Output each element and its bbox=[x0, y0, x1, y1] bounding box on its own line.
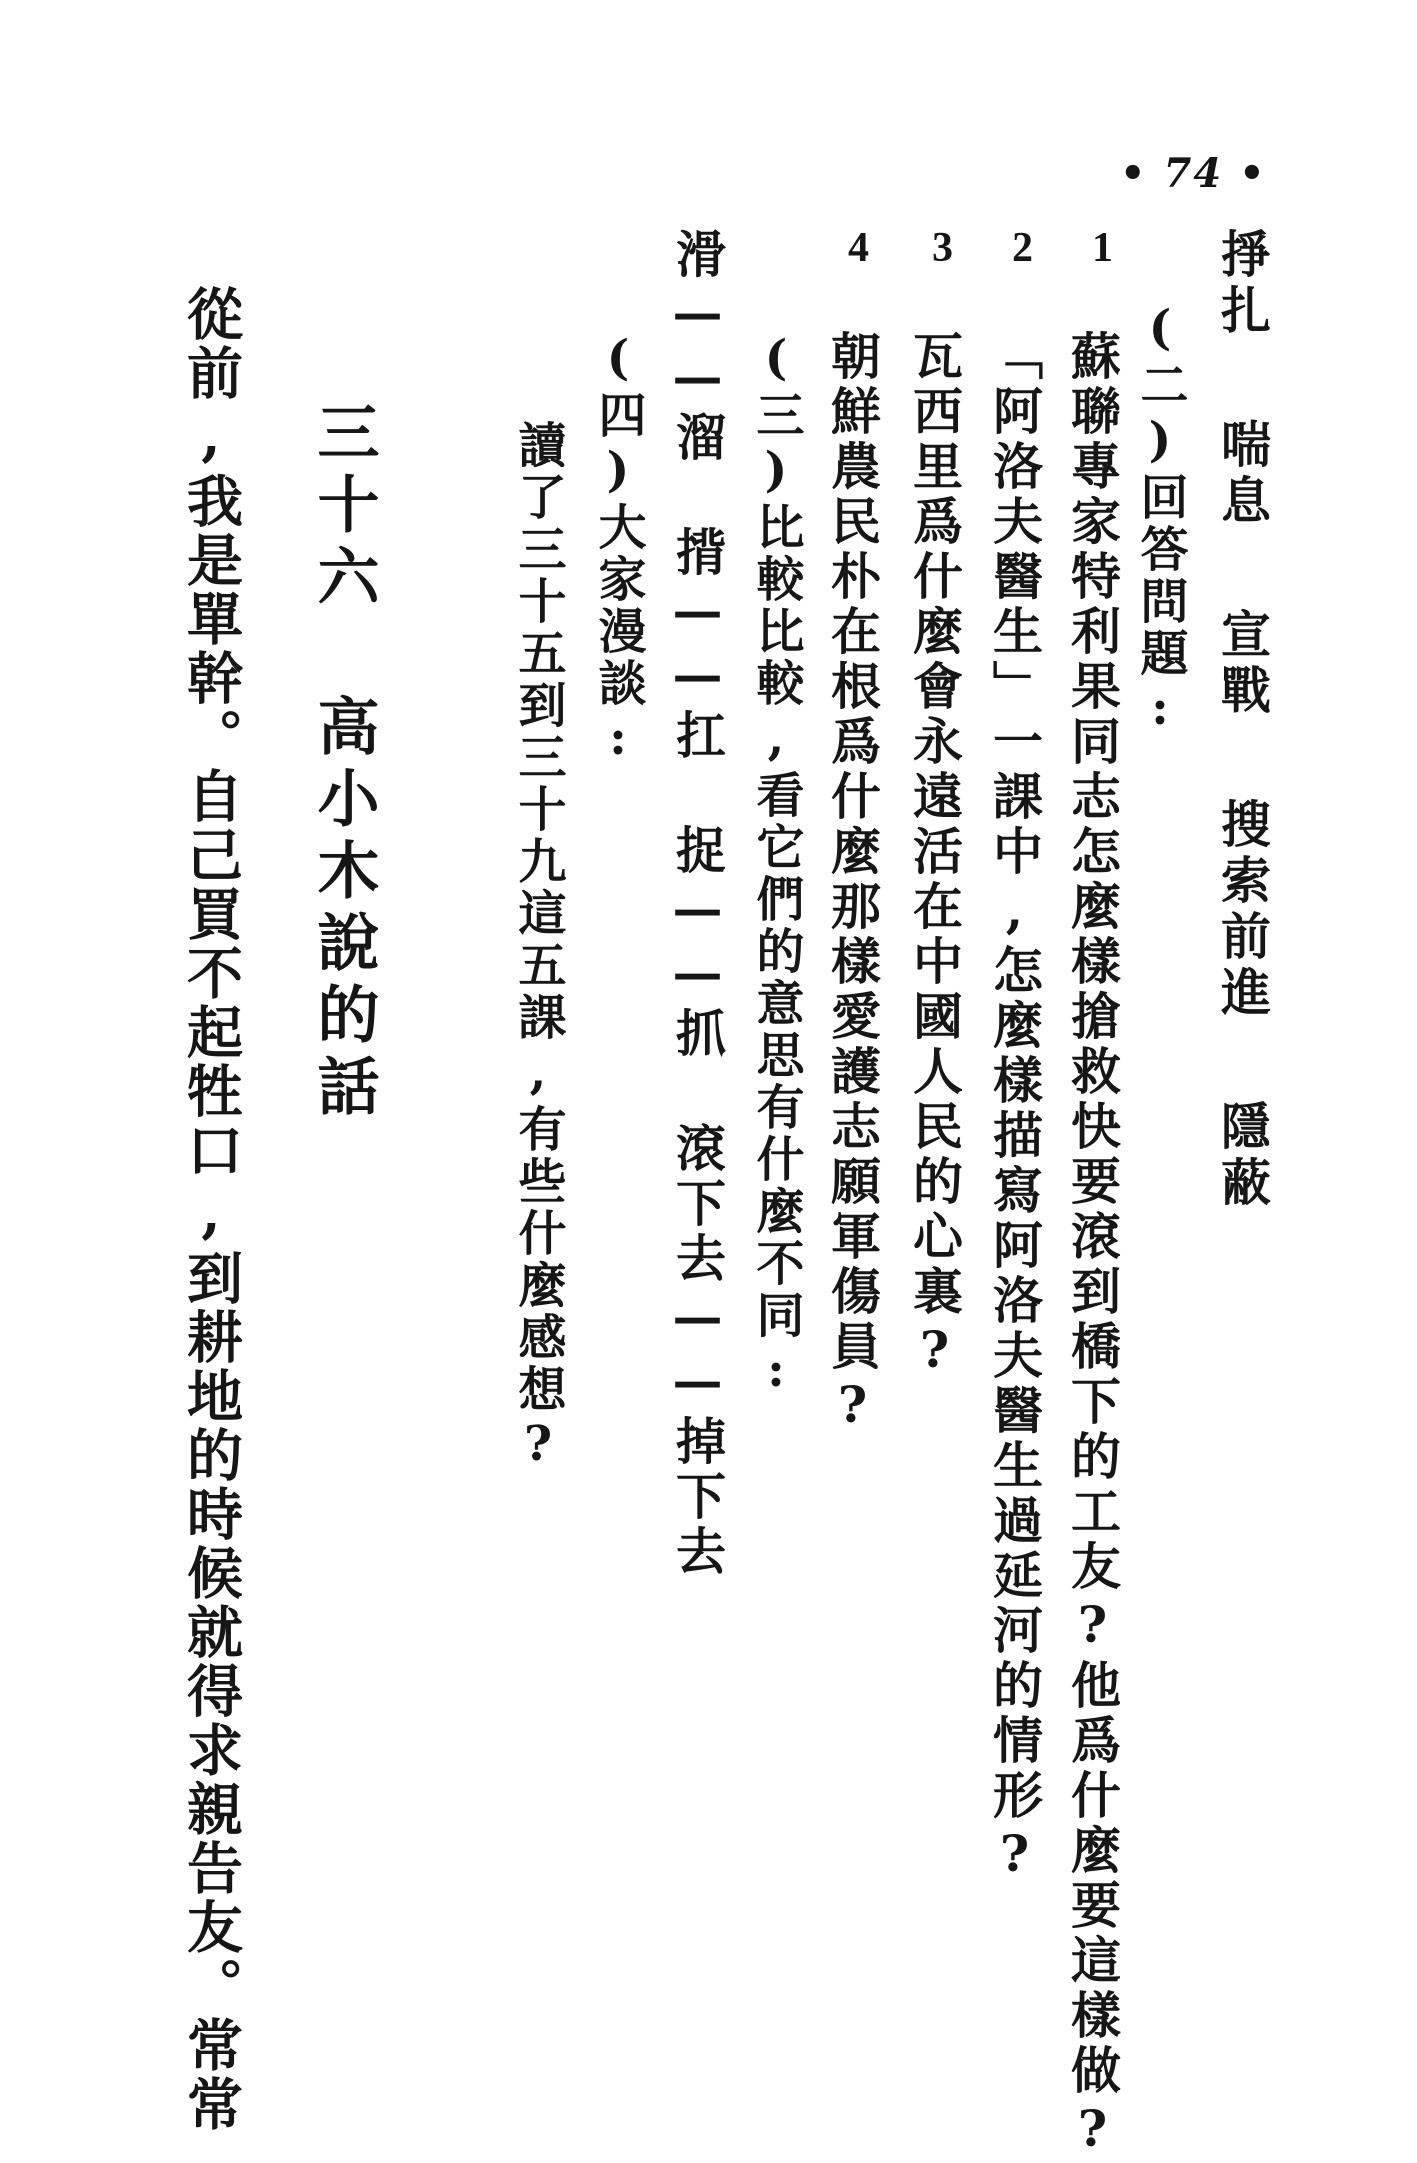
comparison-pair: 滑——溜 bbox=[668, 228, 727, 466]
question-number: 4 bbox=[848, 225, 869, 271]
comparison-pair: 揹——扛 bbox=[668, 526, 727, 764]
vocab-word: 隱蔽 bbox=[1213, 1100, 1272, 1212]
vocab-word: 搜索前進 bbox=[1213, 798, 1272, 1022]
question-number: 1 bbox=[1092, 225, 1113, 271]
question-number: 3 bbox=[932, 225, 953, 271]
lesson-paragraph: 從前,我是單幹。自己買不起牲口,到耕地的時候就得求親告友。常常 bbox=[178, 285, 244, 2134]
question-number: 2 bbox=[1012, 225, 1033, 271]
section4-prompt: 讀了三十五到三十九這五課,有些什麼感想? bbox=[510, 420, 566, 1476]
vocab-word: 喘息 bbox=[1213, 418, 1272, 530]
question-4-text: 朝鮮農民朴在根爲什麼那樣愛護志願軍傷員? bbox=[823, 330, 882, 1439]
vocab-word: 宣戰 bbox=[1213, 608, 1272, 720]
question-2-text: 「阿洛夫醫生」一課中,怎麼樣描寫阿洛夫醫生過延河的情形? bbox=[985, 330, 1044, 1888]
question-3-text: 瓦西里爲什麼會永遠活在中國人民的心裏? bbox=[905, 330, 964, 1384]
lesson-number: 三十六 bbox=[307, 400, 380, 616]
section4-heading: (四)大家漫談: bbox=[590, 330, 646, 770]
lesson-heading bbox=[307, 400, 380, 1126]
page-number: • 74 • bbox=[1120, 150, 1267, 197]
vocab-word: 掙扎 bbox=[1213, 228, 1272, 340]
question-1-text: 蘇聯專家特利果同志怎麼樣搶救快要滾到橋下的工友?他爲什麼要這樣做? bbox=[1063, 330, 1122, 2163]
section3-heading: (三)比較比較,看它們的意思有什麼不同: bbox=[748, 330, 804, 1402]
vocabulary-row bbox=[1213, 228, 1272, 1212]
comparison-pair: 滾下去——掉下去 bbox=[668, 1122, 727, 1580]
comparison-pair: 捉——抓 bbox=[668, 824, 727, 1062]
comparison-pairs bbox=[668, 228, 727, 1580]
lesson-title: 高小木說的話 bbox=[307, 694, 380, 1126]
section2-heading: (二)回答問題: bbox=[1132, 300, 1188, 740]
